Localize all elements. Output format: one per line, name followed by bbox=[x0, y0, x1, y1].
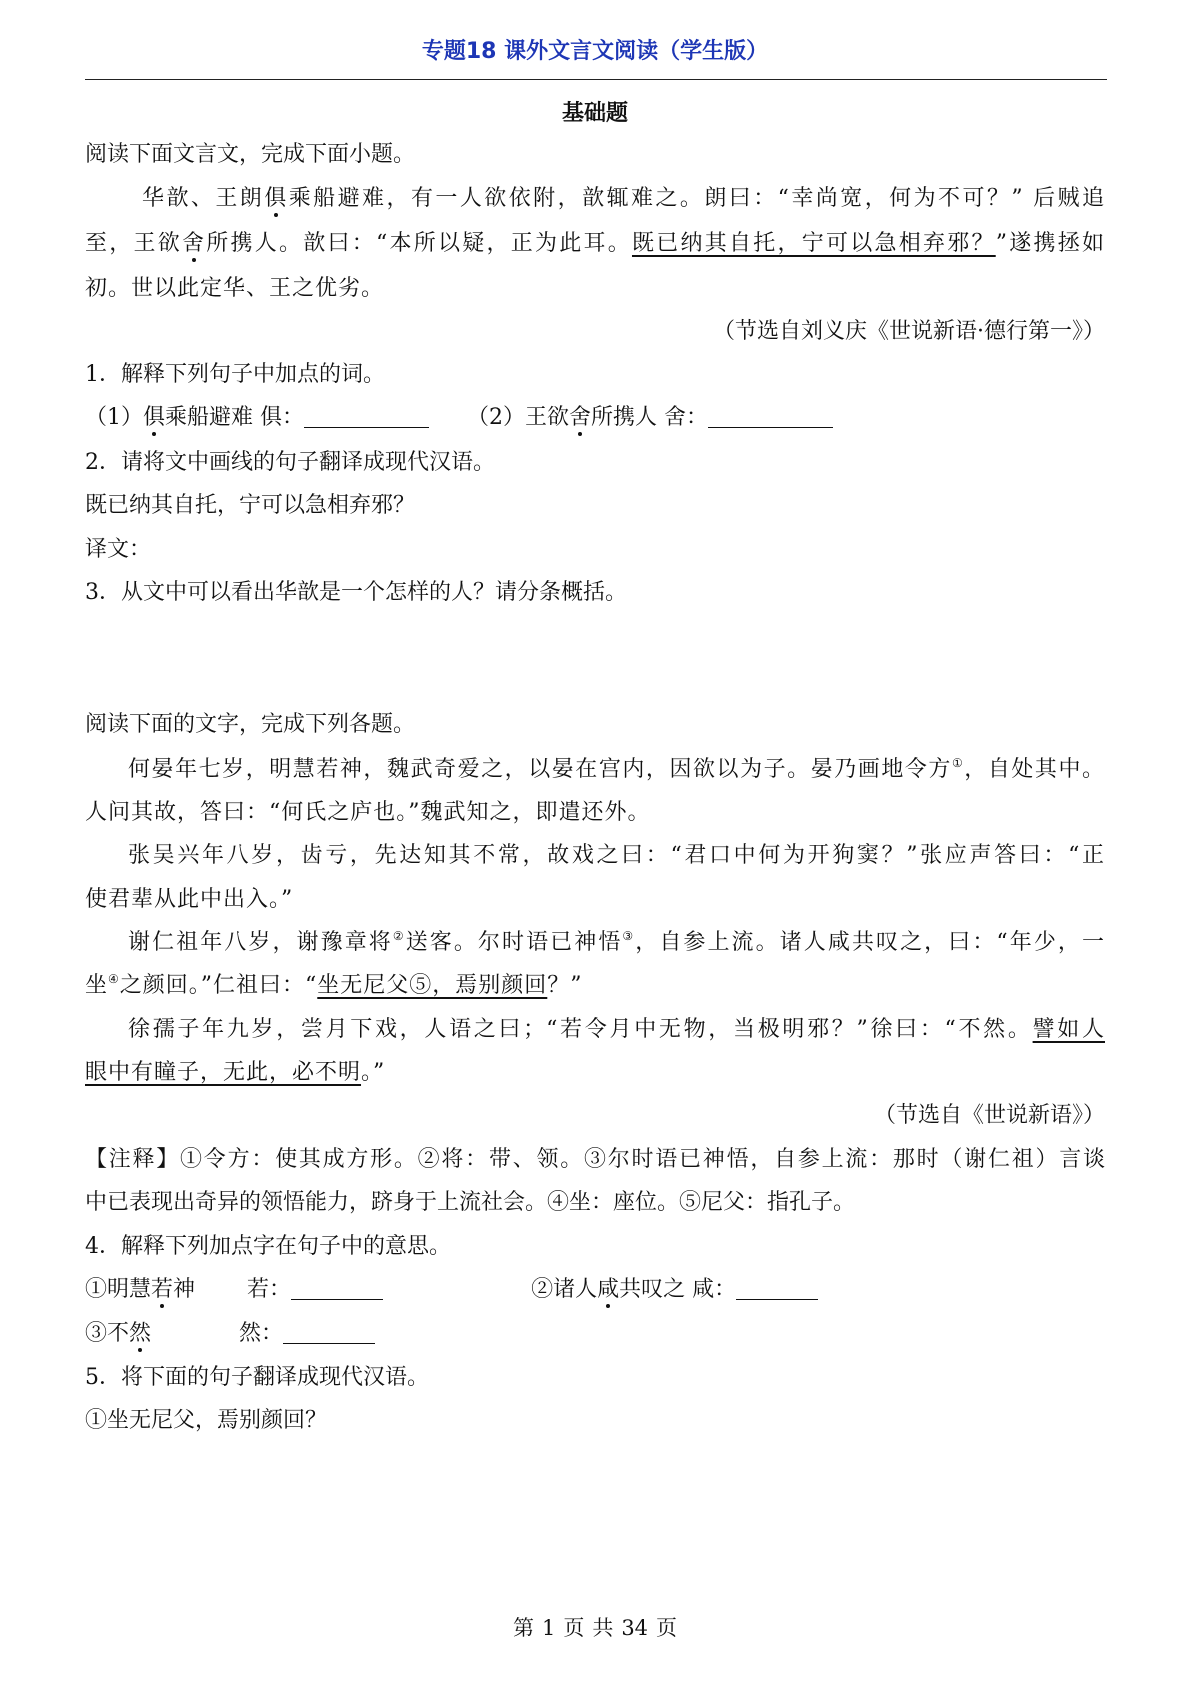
emphasis-dot-xian: 咸 bbox=[597, 1277, 620, 1302]
question-2-sentence: 既已纳其自托，宁可以急相弃邪？ bbox=[85, 493, 416, 518]
passage2-intro: 阅读下面的文字，完成下列各题。 bbox=[85, 712, 416, 737]
passage2-para2-line2: 使君辈从此中出入。” bbox=[85, 887, 294, 912]
document-title: 专题18 课外文言文阅读（学生版） bbox=[421, 39, 769, 64]
section-title: 基础题 bbox=[561, 101, 628, 126]
passage2-para3-line2: 坐④之颜回。”仁祖曰：“坐无尼父⑤，焉别颜回？” bbox=[85, 972, 583, 998]
page-footer: 第 1 页 共 34 页 bbox=[512, 1616, 678, 1640]
footnote-ref-3: ③ bbox=[622, 929, 636, 943]
question-3: 3．从文中可以看出华歆是一个怎样的人？请分条概括。 bbox=[85, 580, 627, 605]
passage2-source: （节选自《世说新语》） bbox=[873, 1103, 1105, 1128]
underlined-sentence-3b: 眼中有瞳子，无此，必不明 bbox=[85, 1060, 362, 1085]
answer-blank-2[interactable] bbox=[708, 405, 833, 428]
page-number: 1 bbox=[541, 1616, 556, 1640]
question-1-items: （1）俱乘船避难 俱： （2）王欲舍所携人 舍： bbox=[85, 404, 1105, 432]
underlined-sentence: 既已纳其自托，宁可以急相弃邪？ bbox=[631, 231, 996, 256]
emphasis-dot-she: 舍 bbox=[182, 231, 207, 256]
question-5: 5．将下面的句子翻译成现代汉语。 bbox=[85, 1365, 429, 1390]
emphasis-dot-ruo: 若 bbox=[151, 1277, 174, 1302]
passage1-intro: 阅读下面文言文，完成下面小题。 bbox=[85, 142, 416, 167]
answer-blank-ran[interactable] bbox=[283, 1321, 375, 1344]
passage1-source: （节选自刘义庆《世说新语·德行第一》） bbox=[713, 319, 1105, 344]
answer-blank-1[interactable] bbox=[304, 405, 429, 428]
underlined-sentence-2: 坐无尼父⑤，焉别颜回 bbox=[317, 973, 548, 998]
question-1: 1．解释下列句子中加点的词。 bbox=[85, 362, 385, 387]
question-4-row1: ①明慧若神 若： ②诸人咸共叹之 咸： bbox=[85, 1276, 1105, 1304]
passage2-notes-line2: 中已表现出奇异的领悟能力，跻身于上流社会。④坐：座位。⑤尼父：指孔子。 bbox=[85, 1190, 856, 1215]
emphasis-dot-she-q: 舍 bbox=[569, 405, 592, 430]
answer-blank-xian[interactable] bbox=[736, 1277, 818, 1300]
passage2-para2-line1: 张吴兴年八岁，齿亏，先达知其不常，故戏之曰：“君口中何为开狗窦？”张应声答曰：“正 bbox=[128, 843, 1105, 868]
question-4-row2: ③不然 然： bbox=[85, 1320, 1105, 1348]
question-2: 2．请将文中画线的句子翻译成现代汉语。 bbox=[85, 450, 495, 475]
question-2-answer-label: 译文： bbox=[85, 537, 152, 562]
passage2-para4-line2: 眼中有瞳子，无此，必不明。” bbox=[85, 1060, 386, 1085]
passage2-para1-line1: 何晏年七岁，明慧若神，魏武奇爱之，以晏在宫内，因欲以为子。晏乃画地令方①，自处其中。 bbox=[128, 756, 1105, 782]
footnote-ref-2: ② bbox=[392, 929, 406, 943]
emphasis-dot-ran: 然 bbox=[129, 1321, 152, 1346]
passage1-line2: 至，王欲舍所携人。歆曰：“本所以疑，正为此耳。既已纳其自托，宁可以急相弃邪？”遂携拯如 bbox=[85, 231, 1105, 256]
emphasis-dot-ju: 俱 bbox=[264, 186, 289, 211]
passage2-para1-line2: 人问其故，答曰：“何氏之庐也。”魏武知之，即遣还外。 bbox=[85, 800, 651, 825]
footnote-ref-1: ① bbox=[951, 756, 965, 770]
question-4: 4．解释下列加点字在句子中的意思。 bbox=[85, 1234, 451, 1259]
passage1-line1: 华歆、王朗俱乘船避难，有一人欲依附，歆辄难之。朗曰：“幸尚宽，何为不可？” 后贼追 bbox=[142, 186, 1105, 211]
footnote-ref-4: ④ bbox=[108, 972, 120, 986]
passage2-para3-line1: 谢仁祖年八岁，谢豫章将②送客。尔时语已神悟③，自参上流。诸人咸共叹之，曰：“年少，一 bbox=[128, 929, 1105, 955]
header-divider bbox=[85, 79, 1107, 80]
passage2-para4-line1: 徐孺子年九岁，尝月下戏，人语之曰；“若令月中无物，当极明邪？”徐曰：“不然。譬如人 bbox=[128, 1017, 1105, 1042]
total-pages: 34 bbox=[621, 1616, 649, 1640]
underlined-sentence-3a: 譬如人 bbox=[1032, 1017, 1105, 1042]
passage2-notes-line1: 【注释】①令方：使其成方形。②将：带、领。③尔时语已神悟，自参上流：那时（谢仁祖）言谈 bbox=[85, 1147, 1105, 1172]
passage1-line3: 初。世以此定华、王之优劣。 bbox=[85, 276, 385, 301]
answer-blank-ruo[interactable] bbox=[291, 1277, 383, 1300]
emphasis-dot-ju-q: 俱 bbox=[143, 405, 166, 430]
question-5-item1: ①坐无尼父，焉别颜回？ bbox=[85, 1408, 328, 1433]
